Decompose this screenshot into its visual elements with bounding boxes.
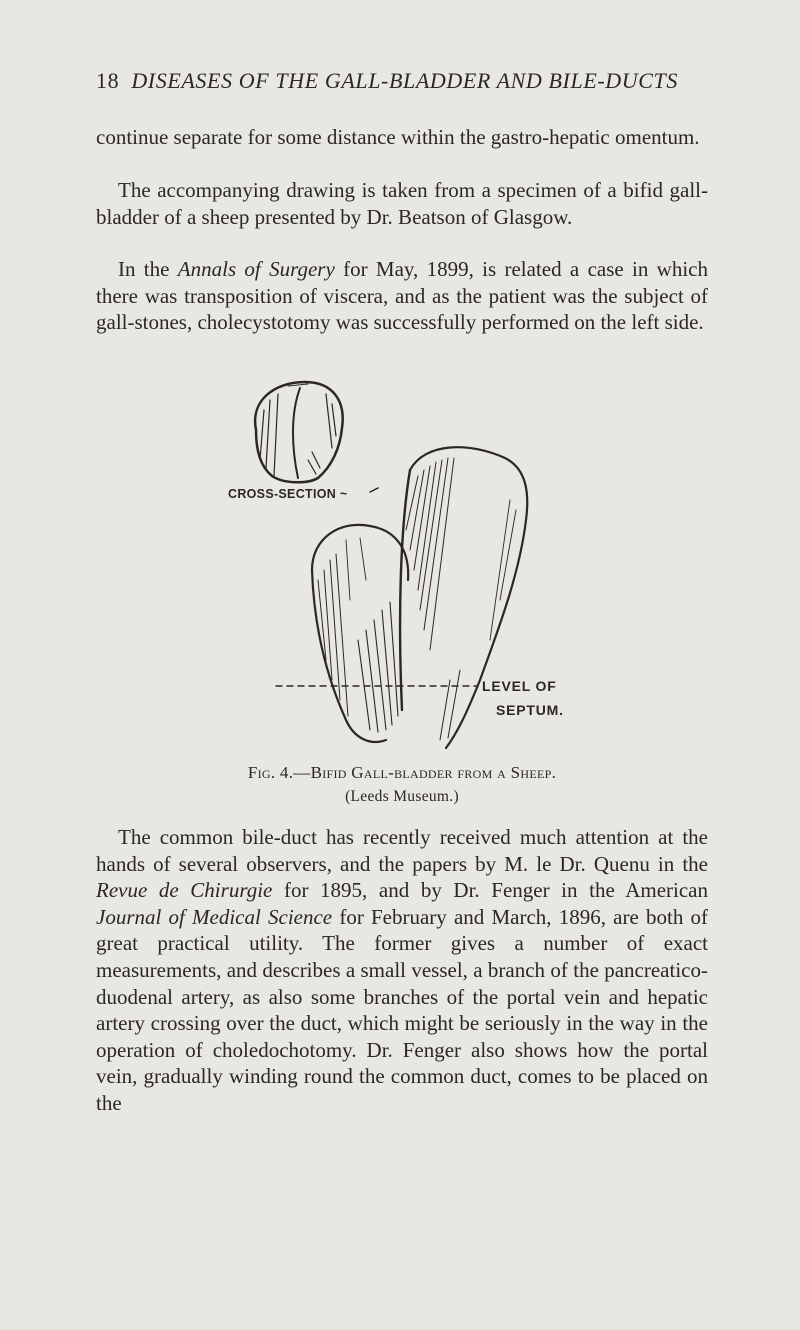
paragraph-2 [96, 177, 708, 230]
running-title: DISEASES OF THE GALL-BLADDER AND BILE-DUCTS [131, 68, 678, 93]
label-cross-section: CROSS-SECTION ~ [228, 487, 348, 501]
paragraph-4-text-b: for 1895, and by Dr. Fenger in the American [272, 878, 708, 903]
paragraph-1: continue separate for some distance within the gastro-hepatic omentum. [96, 125, 700, 149]
journal-title-annals: Annals of Surgery [177, 257, 335, 281]
cross-section-drawing [255, 382, 343, 482]
paragraph-2-text: The accompanying drawing is taken from a specimen of a bifid gall-bladder of a sheep presented by Dr. Beatson of Glasgow. [96, 178, 708, 229]
figure-caption-source: (Leeds Museum.) [345, 788, 459, 805]
journal-title-revue: Revue de Chirurgie [96, 878, 273, 903]
label-level-of: LEVEL OF [482, 678, 557, 694]
figure-bifid-gall-bladder [220, 380, 600, 770]
paragraph-4 [96, 824, 708, 1117]
journal-title-medical-science: Journal of Medical Science [96, 904, 333, 929]
paragraph-4-text-a: The common bile-duct has recently received much attention at the hands of several observers, and the papers by M. le Dr. Quenu in the [96, 825, 708, 876]
label-septum: SEPTUM. [496, 702, 564, 718]
figure-caption: Fig. 4.—Bifid Gall-bladder from a Sheep. [247, 763, 557, 782]
paragraph-4-text-c: for February and March, 1896, are both of great practical utility. The former gives a number of exact measurements, and describes a small vessel, a branch of the pancreatico-duodenal artery, as also some branches of the portal vein and hepatic artery crossing over the duct, which might be seriously in the way in the operation of choledochotomy. Dr. Fenger also shows how the portal vein, gradually winding round the common duct, comes to be placed on the [96, 904, 708, 1115]
page-number: 18 [96, 68, 120, 93]
running-head [96, 68, 708, 94]
left-lobe-drawing [312, 525, 408, 742]
paragraph-3-text-b: for May, 1899, is related a case in which there was transposition of viscera, and as the patient was the subject of gall-stones, cholecystotomy was successfully performed on the left side. [96, 257, 708, 335]
paragraph-3 [96, 256, 708, 336]
paragraph-3-text-a: In the [118, 257, 178, 281]
